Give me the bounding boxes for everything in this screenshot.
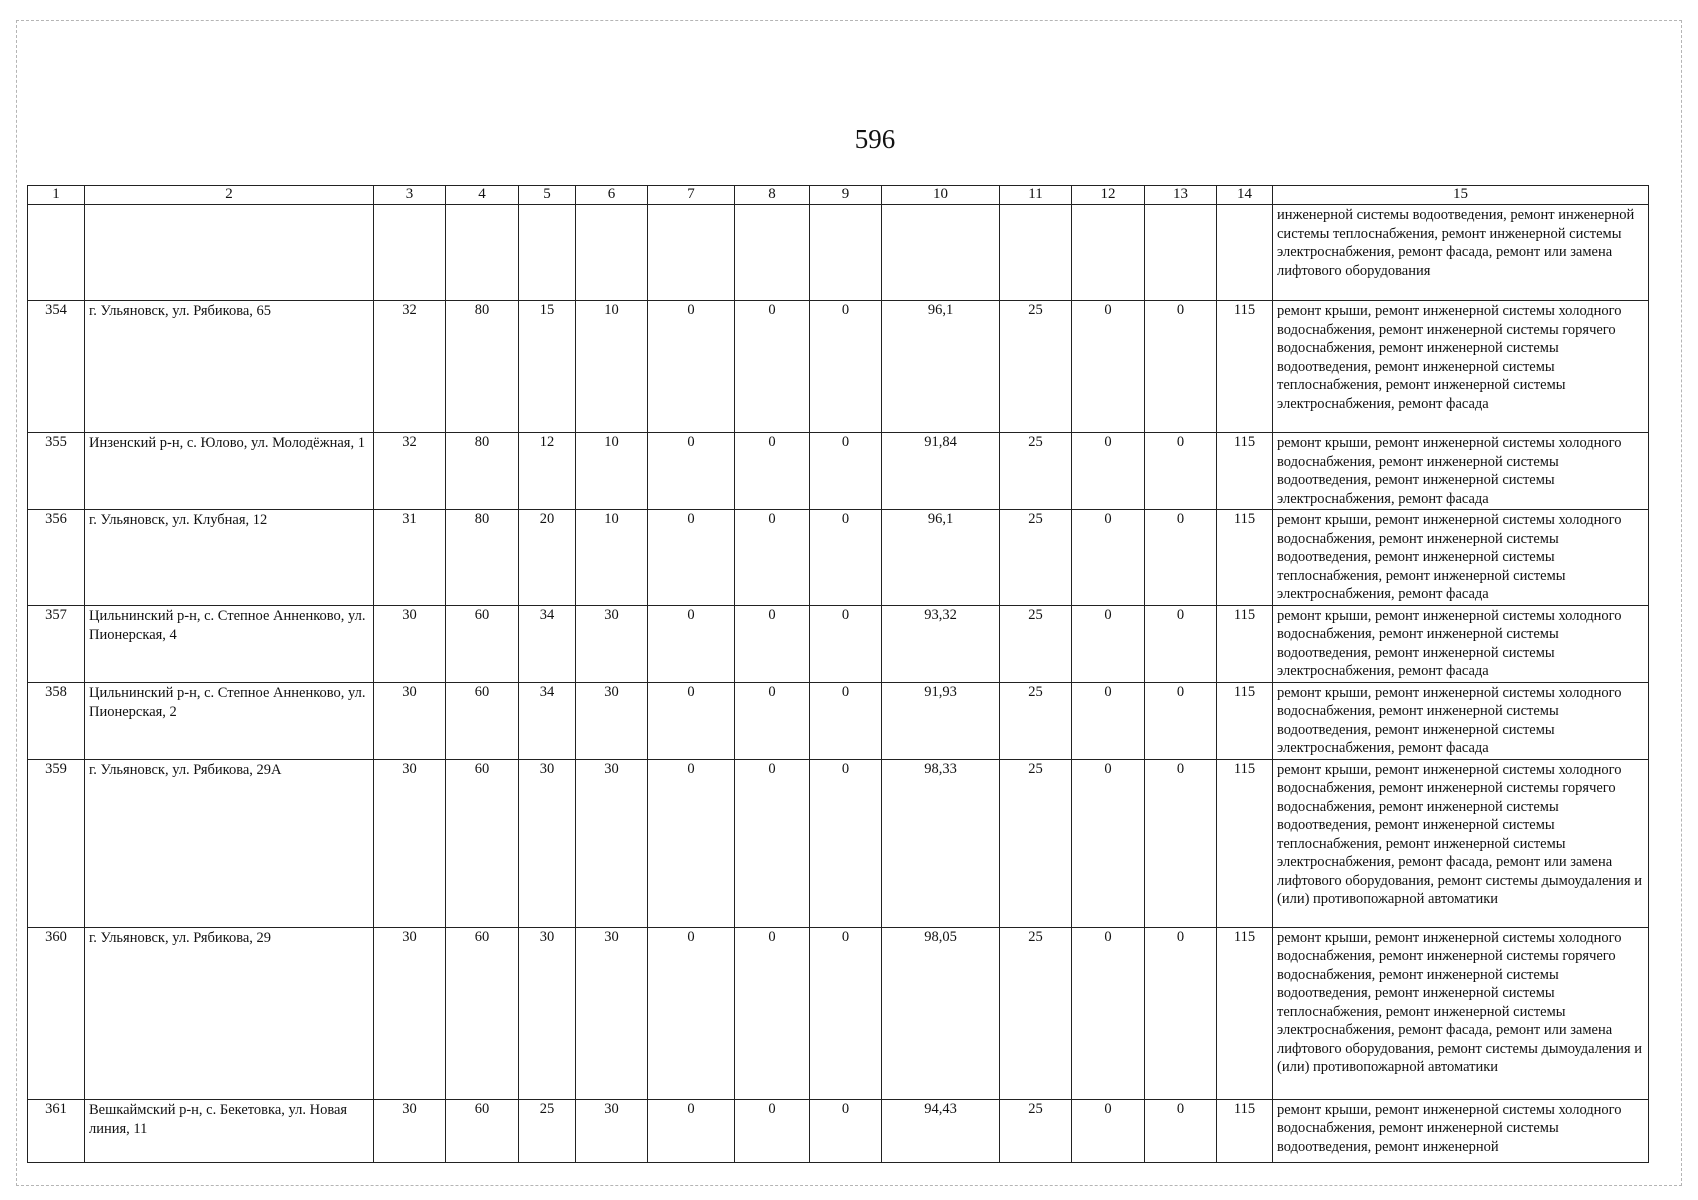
value-cell: 34 — [519, 605, 576, 682]
works-cell: ремонт крыши, ремонт инженерной системы холодного водоснабжения, ремонт инженерной системы водоотведения, ремонт инженерной системы теплоснабжения, ремонт инженерной системы электроснабжения, ремонт фасада — [1273, 510, 1649, 606]
column-header: 10 — [882, 186, 1000, 205]
address-cell: г. Ульяновск, ул. Рябикова, 29А — [85, 759, 374, 927]
value-cell: 0 — [648, 433, 735, 510]
value-cell: 30 — [576, 927, 648, 1099]
value-cell: 0 — [735, 433, 810, 510]
table-row — [28, 682, 1649, 759]
value-cell: 12 — [519, 433, 576, 510]
row-number-cell: 355 — [28, 433, 85, 510]
value-cell: 0 — [648, 605, 735, 682]
value-cell: 30 — [374, 759, 446, 927]
value-cell: 91,84 — [882, 433, 1000, 510]
page-number: 596 — [854, 124, 896, 154]
value-cell: 115 — [1217, 433, 1273, 510]
value-cell: 0 — [735, 682, 810, 759]
value-cell: 25 — [1000, 927, 1072, 1099]
works-cell: инженерной системы водоотведения, ремонт инженерной системы теплоснабжения, ремонт инженерной системы электроснабжения, ремонт фасада, ремонт или замена лифтового оборудования — [1273, 205, 1649, 301]
value-cell: 0 — [735, 301, 810, 433]
value-cell: 0 — [648, 682, 735, 759]
value-cell: 0 — [810, 605, 882, 682]
value-cell: 0 — [1072, 682, 1145, 759]
column-header: 12 — [1072, 186, 1145, 205]
value-cell: 10 — [576, 510, 648, 606]
value-cell: 60 — [446, 682, 519, 759]
column-header: 8 — [735, 186, 810, 205]
value-cell: 0 — [1145, 682, 1217, 759]
row-number-cell: 357 — [28, 605, 85, 682]
value-cell: 0 — [735, 510, 810, 606]
value-cell: 0 — [735, 605, 810, 682]
value-cell: 98,33 — [882, 759, 1000, 927]
value-cell: 60 — [446, 605, 519, 682]
column-header: 14 — [1217, 186, 1273, 205]
value-cell: 30 — [519, 759, 576, 927]
address-cell: Цильнинский р-н, с. Степное Анненково, ул. Пионерская, 4 — [85, 605, 374, 682]
row-number-cell: 354 — [28, 301, 85, 433]
value-cell: 0 — [648, 1099, 735, 1162]
value-cell: 96,1 — [882, 510, 1000, 606]
column-header: 4 — [446, 186, 519, 205]
value-cell: 30 — [576, 759, 648, 927]
value-cell: 0 — [810, 927, 882, 1099]
value-cell: 115 — [1217, 927, 1273, 1099]
column-header: 7 — [648, 186, 735, 205]
works-cell: ремонт крыши, ремонт инженерной системы холодного водоснабжения, ремонт инженерной системы водоотведения, ремонт инженерной системы электроснабжения, ремонт фасада — [1273, 433, 1649, 510]
value-cell: 30 — [576, 605, 648, 682]
value-cell: 115 — [1217, 759, 1273, 927]
value-cell: 98,05 — [882, 927, 1000, 1099]
value-cell: 0 — [810, 759, 882, 927]
value-cell: 96,1 — [882, 301, 1000, 433]
value-cell: 60 — [446, 759, 519, 927]
value-cell: 20 — [519, 510, 576, 606]
value-cell: 31 — [374, 510, 446, 606]
column-header: 5 — [519, 186, 576, 205]
works-cell: ремонт крыши, ремонт инженерной системы холодного водоснабжения, ремонт инженерной системы водоотведения, ремонт инженерной системы электроснабжения, ремонт фасада — [1273, 682, 1649, 759]
column-header: 3 — [374, 186, 446, 205]
column-header: 9 — [810, 186, 882, 205]
table-row — [28, 759, 1649, 927]
value-cell: 30 — [576, 1099, 648, 1162]
row-number-cell: 358 — [28, 682, 85, 759]
value-cell: 0 — [1145, 927, 1217, 1099]
value-cell: 115 — [1217, 301, 1273, 433]
address-cell: г. Ульяновск, ул. Клубная, 12 — [85, 510, 374, 606]
value-cell: 30 — [374, 605, 446, 682]
value-cell: 80 — [446, 510, 519, 606]
value-cell: 0 — [810, 301, 882, 433]
value-cell: 0 — [1072, 759, 1145, 927]
row-number-cell: 356 — [28, 510, 85, 606]
value-cell: 30 — [576, 682, 648, 759]
address-cell: Вешкаймский р-н, с. Бекетовка, ул. Новая линия, 11 — [85, 1099, 374, 1162]
works-cell: ремонт крыши, ремонт инженерной системы холодного водоснабжения, ремонт инженерной системы горячего водоснабжения, ремонт инженерной системы водоотведения, ремонт инженерной системы теплоснабжения, ремонт инженерной системы электроснабжения, ремонт фасада, ремонт или замена лифтового оборудования, ремонт системы дымоудаления и (или) противопожарной автоматики — [1273, 927, 1649, 1099]
value-cell: 0 — [810, 510, 882, 606]
value-cell: 0 — [1072, 301, 1145, 433]
value-cell: 32 — [374, 301, 446, 433]
value-cell: 80 — [446, 433, 519, 510]
value-cell: 0 — [648, 927, 735, 1099]
value-cell: 10 — [576, 433, 648, 510]
value-cell: 0 — [1072, 605, 1145, 682]
address-cell: Цильнинский р-н, с. Степное Анненково, ул. Пионерская, 2 — [85, 682, 374, 759]
works-cell: ремонт крыши, ремонт инженерной системы холодного водоснабжения, ремонт инженерной системы горячего водоснабжения, ремонт инженерной системы водоотведения, ремонт инженерной системы теплоснабжения, ремонт инженерной системы электроснабжения, ремонт фасада, ремонт или замена лифтового оборудования, ремонт системы дымоудаления и (или) противопожарной автоматики — [1273, 759, 1649, 927]
works-cell: ремонт крыши, ремонт инженерной системы холодного водоснабжения, ремонт инженерной системы горячего водоснабжения, ремонт инженерной системы водоотведения, ремонт инженерной системы теплоснабжения, ремонт инженерной системы электроснабжения, ремонт фасада — [1273, 301, 1649, 433]
value-cell: 0 — [1145, 605, 1217, 682]
value-cell: 115 — [1217, 1099, 1273, 1162]
value-cell: 25 — [1000, 1099, 1072, 1162]
value-cell: 0 — [735, 1099, 810, 1162]
value-cell: 25 — [1000, 605, 1072, 682]
value-cell: 0 — [1072, 927, 1145, 1099]
value-cell: 10 — [576, 301, 648, 433]
value-cell: 30 — [519, 927, 576, 1099]
value-cell: 115 — [1217, 510, 1273, 606]
value-cell: 0 — [1072, 433, 1145, 510]
table-row — [28, 510, 1649, 606]
table-row — [28, 1099, 1649, 1162]
column-header: 1 — [28, 186, 85, 205]
row-number-cell: 359 — [28, 759, 85, 927]
table-row — [28, 433, 1649, 510]
value-cell: 30 — [374, 1099, 446, 1162]
value-cell: 0 — [648, 301, 735, 433]
address-cell: г. Ульяновск, ул. Рябикова, 29 — [85, 927, 374, 1099]
address-cell: г. Ульяновск, ул. Рябикова, 65 — [85, 301, 374, 433]
value-cell: 34 — [519, 682, 576, 759]
value-cell: 0 — [648, 759, 735, 927]
column-header: 11 — [1000, 186, 1072, 205]
housing-repair-table — [27, 185, 1649, 1163]
value-cell: 0 — [1145, 510, 1217, 606]
table-row — [28, 605, 1649, 682]
column-header: 13 — [1145, 186, 1217, 205]
value-cell: 115 — [1217, 682, 1273, 759]
value-cell: 93,32 — [882, 605, 1000, 682]
table-row — [28, 927, 1649, 1099]
value-cell: 0 — [1072, 510, 1145, 606]
value-cell: 0 — [810, 433, 882, 510]
value-cell: 25 — [519, 1099, 576, 1162]
value-cell: 30 — [374, 682, 446, 759]
works-cell: ремонт крыши, ремонт инженерной системы холодного водоснабжения, ремонт инженерной системы водоотведения, ремонт инженерной системы электроснабжения, ремонт фасада — [1273, 605, 1649, 682]
value-cell: 0 — [1145, 301, 1217, 433]
value-cell: 30 — [374, 927, 446, 1099]
column-number-row — [28, 186, 1649, 205]
value-cell: 0 — [1145, 1099, 1217, 1162]
value-cell: 80 — [446, 301, 519, 433]
column-header: 2 — [85, 186, 374, 205]
value-cell: 0 — [1145, 433, 1217, 510]
value-cell: 0 — [735, 759, 810, 927]
value-cell: 0 — [810, 682, 882, 759]
table-row-continuation — [28, 205, 1649, 301]
column-header: 15 — [1273, 186, 1649, 205]
value-cell: 25 — [1000, 301, 1072, 433]
value-cell: 60 — [446, 927, 519, 1099]
address-cell: Инзенский р-н, с. Юлово, ул. Молодёжная, 1 — [85, 433, 374, 510]
value-cell: 25 — [1000, 433, 1072, 510]
value-cell: 25 — [1000, 759, 1072, 927]
value-cell: 25 — [1000, 510, 1072, 606]
value-cell: 0 — [1145, 759, 1217, 927]
value-cell: 60 — [446, 1099, 519, 1162]
value-cell: 115 — [1217, 605, 1273, 682]
row-number-cell: 361 — [28, 1099, 85, 1162]
row-number-cell: 360 — [28, 927, 85, 1099]
value-cell: 0 — [648, 510, 735, 606]
value-cell: 32 — [374, 433, 446, 510]
value-cell: 25 — [1000, 682, 1072, 759]
value-cell: 94,43 — [882, 1099, 1000, 1162]
column-header: 6 — [576, 186, 648, 205]
value-cell: 0 — [735, 927, 810, 1099]
value-cell: 15 — [519, 301, 576, 433]
table-row — [28, 301, 1649, 433]
value-cell: 0 — [810, 1099, 882, 1162]
value-cell: 91,93 — [882, 682, 1000, 759]
works-cell: ремонт крыши, ремонт инженерной системы холодного водоснабжения, ремонт инженерной системы водоотведения, ремонт инженерной — [1273, 1099, 1649, 1162]
value-cell: 0 — [1072, 1099, 1145, 1162]
